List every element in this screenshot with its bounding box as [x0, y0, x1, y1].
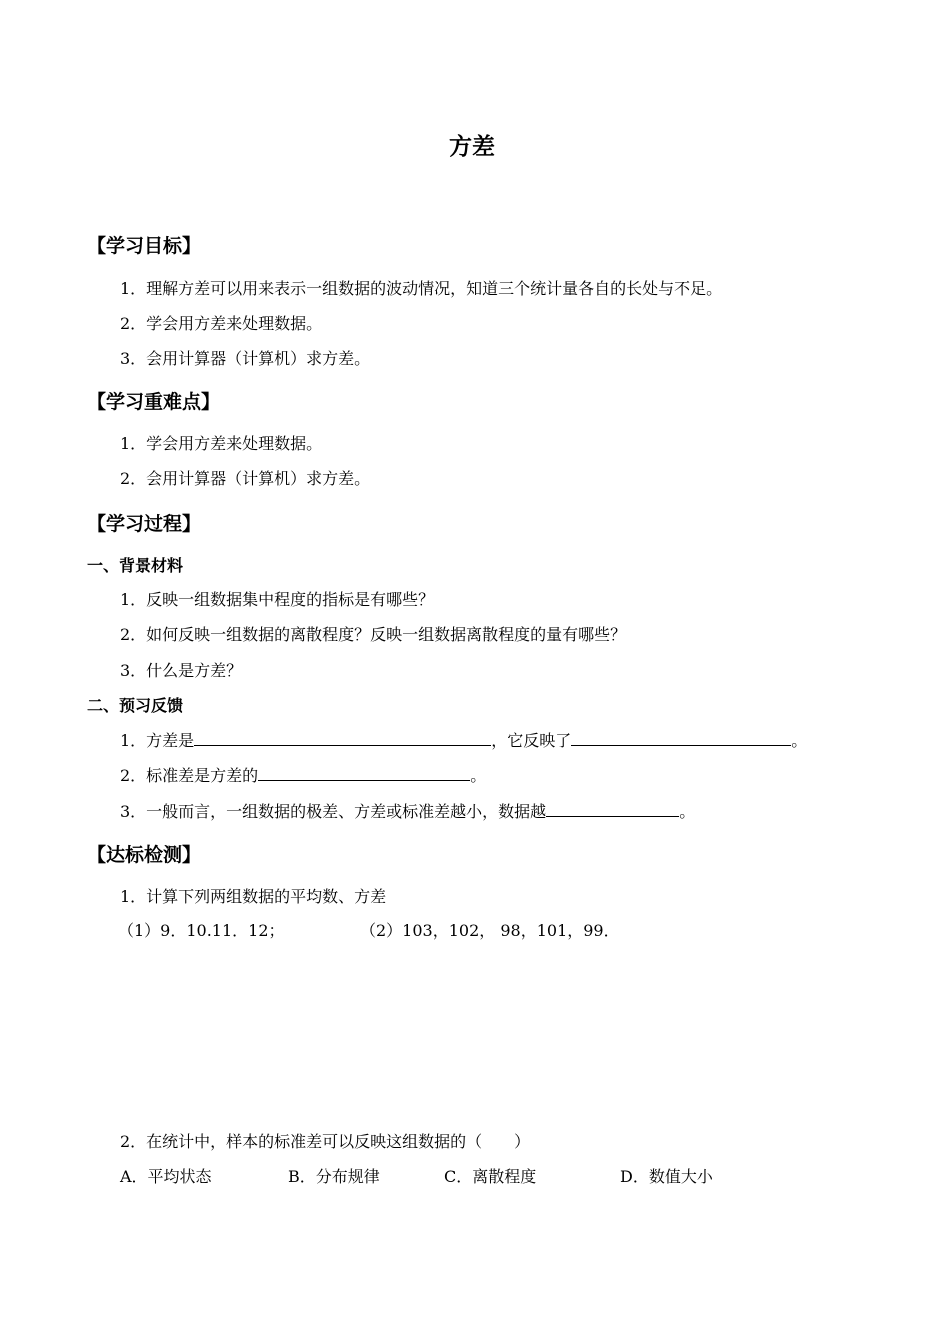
process-heading: 【学习过程】 — [87, 513, 202, 535]
preview-q1-text-b: ，它反映了 — [491, 731, 572, 750]
answer-blank[interactable] — [258, 764, 470, 781]
preview-heading: 二、预习反馈 — [87, 696, 184, 715]
objectives-heading: 【学习目标】 — [87, 235, 202, 257]
test-question-2: 2．在统计中，样本的标准差可以反映这组数据的（ ） — [120, 1132, 531, 1151]
preview-q1-text-c: 。 — [791, 731, 808, 750]
option-b[interactable]: B．分布规律 — [288, 1167, 380, 1186]
option-c[interactable]: C．离散程度 — [444, 1167, 537, 1186]
preview-question-2 — [120, 763, 486, 786]
preview-q3-text-b: 。 — [679, 802, 696, 821]
test-heading: 【达标检测】 — [87, 844, 202, 866]
background-item-3: 3．什么是方差？ — [120, 661, 243, 680]
background-item-1: 1．反映一组数据集中程度的指标是有哪些？ — [120, 590, 435, 609]
answer-blank[interactable] — [546, 800, 679, 817]
preview-q2-text-a: 2．标准差是方差的 — [120, 766, 259, 785]
key-point-item-2: 2．会用计算器（计算机）求方差。 — [120, 469, 371, 488]
option-d[interactable]: D．数值大小 — [620, 1167, 713, 1186]
test-question-1-part-1: （1）9．10.11．12； — [118, 921, 285, 940]
background-item-2: 2．如何反映一组数据的离散程度？反映一组数据离散程度的量有哪些？ — [120, 625, 627, 644]
objective-item-3: 3．会用计算器（计算机）求方差。 — [120, 349, 371, 368]
test-question-1-part-2: （2）103，102， 98，101，99． — [360, 921, 620, 940]
preview-q1-text-a: 1．方差是 — [120, 731, 195, 750]
answer-blank[interactable] — [194, 729, 491, 746]
key-point-item-1: 1．学会用方差来处理数据。 — [120, 434, 323, 453]
test-question-1: 1．计算下列两组数据的平均数、方差 — [120, 887, 387, 906]
preview-question-3 — [120, 799, 695, 822]
key-points-heading: 【学习重难点】 — [87, 391, 221, 413]
background-heading: 一、背景材料 — [87, 556, 184, 575]
answer-blank[interactable] — [571, 729, 791, 746]
objective-item-2: 2．学会用方差来处理数据。 — [120, 314, 323, 333]
preview-q3-text-a: 3．一般而言，一组数据的极差、方差或标准差越小，数据越 — [120, 802, 547, 821]
preview-q2-text-b: 。 — [470, 766, 487, 785]
option-a[interactable]: A．平均状态 — [120, 1167, 212, 1186]
page-title: 方差 — [449, 134, 495, 160]
preview-question-1 — [120, 728, 807, 751]
objective-item-1: 1．理解方差可以用来表示一组数据的波动情况，知道三个统计量各自的长处与不足。 — [120, 279, 723, 298]
